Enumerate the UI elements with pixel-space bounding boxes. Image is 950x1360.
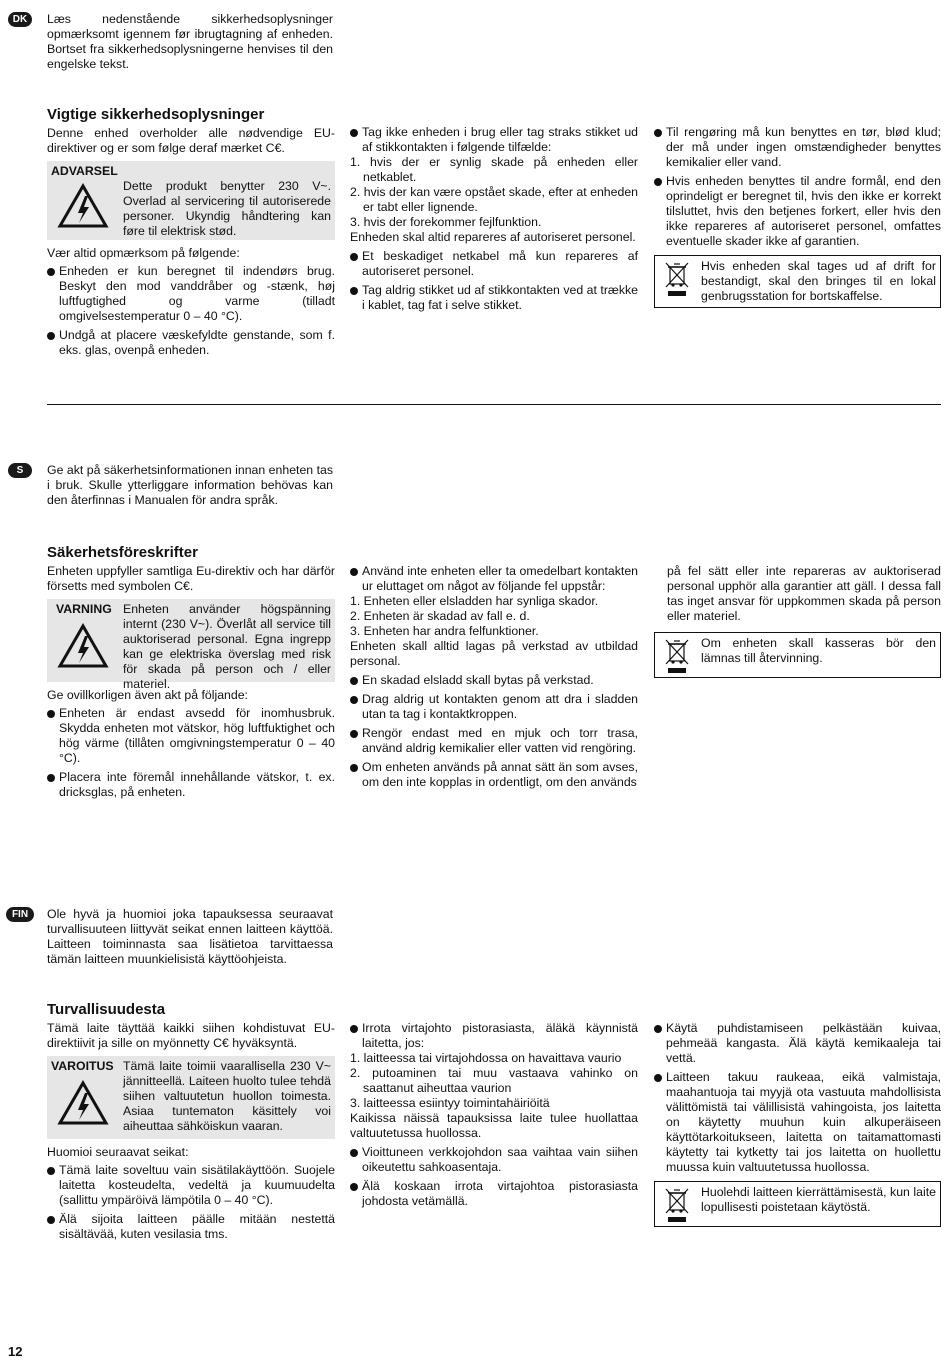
intro-dk: Læs nedenstående sikkerhedsoplysninger opmærksomt igennem før ibrugtagning af enheden. Bortset fra sikkerhedsoplysningerne henvises til den engelske tekst. bbox=[47, 12, 333, 71]
list-item: Älä koskaan irrota virtajohtoa pistorasiasta johdosta vetämällä. bbox=[350, 1179, 638, 1209]
disposal-text: Hvis enheden skal tages ud af drift for bestandigt, skal den bringes til en lokal genbrugsstation for bortskaffelse. bbox=[701, 259, 936, 303]
disposal-text: Om enheten skall kasseras bör den lämnas till återvinning. bbox=[701, 636, 936, 665]
numbered-list bbox=[350, 594, 638, 639]
list-item-intro: Tag ikke enheden i brug eller tag straks stikket ud af stikkontakten i følgende tilfælde: bbox=[362, 125, 638, 154]
list-item-intro: Irrota virtajohto pistorasiasta, äläkä käynnistä laitetta, jos: bbox=[362, 1021, 638, 1050]
list-item bbox=[350, 125, 638, 245]
list-item: Älä sijoita laitteen päälle mitään nestettä sisältävää, kuten vesilasia tms. bbox=[47, 1212, 335, 1242]
bullet-list bbox=[350, 1021, 638, 1209]
list-item: Rengör endast med en mjuk och torr trasa, använd aldrig kemikalier eller vatten vid rengöring. bbox=[350, 726, 638, 756]
numbered-item: 3. Enheten har andra felfunktioner. bbox=[350, 624, 539, 638]
list-item: Laitteen takuu raukeaa, eikä valmistaja, maahantuoja tai myyjä ota vastuuta mahdollisista välittömistä tai välillisistä vahingoista, jos laitetta on käytetty muuhun kuin alkuperäiseen käyttötarkoitukseen, laitetta on taitamattomasti käytetty tai kytketty tai jos laitetta on huollettu muussa kuin valtuutetussa huollossa. bbox=[654, 1070, 941, 1175]
disposal-box bbox=[654, 255, 941, 308]
list-item-outro: Enheden skal altid repareres af autoriseret personel. bbox=[350, 230, 636, 244]
numbered-item: 3. laitteessa esiintyy toimintahäiriöitä bbox=[350, 1096, 550, 1110]
warning-label: ADVARSEL bbox=[51, 164, 118, 178]
bullet-list bbox=[350, 564, 638, 790]
list-item: Placera inte föremål innehållande vätskor, t. ex. dricksglas, på enheten. bbox=[47, 770, 335, 800]
language-badge-s: S bbox=[8, 463, 32, 478]
warning-text: Dette produkt benytter 230 V~. Overlad al servicering til autoriserede personer. Ukyndig håndtering kan føre til elektrisk stød. bbox=[123, 179, 331, 238]
list-item-outro: Enheten skall alltid lagas på verkstad av utbildad personal. bbox=[350, 639, 638, 668]
section-divider bbox=[47, 404, 941, 405]
intro-s: Ge akt på säkerhetsinformationen innan enheten tas i bruk. Skulle ytterliggare information behövas kan den återfinnas i Manualen för andra språk. bbox=[47, 463, 333, 507]
column-1-dk bbox=[47, 105, 335, 362]
bullet-list bbox=[47, 264, 335, 358]
list-item-intro: Använd inte enheten eller ta omedelbart kontakten ur eluttaget om något av följande fel uppstår: bbox=[362, 564, 638, 593]
crossed-bin-icon bbox=[664, 261, 690, 297]
list-item: Käytä puhdistamiseen pelkästään kuivaa, pehmeää kangasta. Älä käytä kemikaaleja tai vettä. bbox=[654, 1021, 941, 1066]
disposal-text: Huolehdi laitteen kierrättämisestä, kun laite lopullisesti poistetaan käytöstä. bbox=[701, 1185, 936, 1214]
column-2-fin bbox=[350, 1021, 638, 1213]
warning-box bbox=[47, 1056, 335, 1139]
list-item: Tag aldrig stikket ud af stikkontakten ved at trække i kablet, tag fat i selve stikket. bbox=[350, 283, 638, 313]
warning-text: Enheten använder högspänning internt (230 V~). Överlåt all service till auktoriserad personal. Egna ingrepp kan ge elektriska överslag med risk för skada på person och / eller materiel. bbox=[123, 602, 331, 691]
list-item bbox=[350, 1021, 638, 1141]
list-item: En skadad elsladd skall bytas på verkstad. bbox=[350, 673, 638, 688]
column-3-fin bbox=[654, 1021, 941, 1227]
list-item: Hvis enheden benyttes til andre formål, end den oprindeligt er beregnet til, hvis den ikke er korrekt tilsluttet, hvis den betjenes forkert, eller hvis den ikke repareres af autoriseret personel, omfattes eventuelle skader ikke af garantien. bbox=[654, 174, 941, 249]
section-title-fin: Turvallisuudesta bbox=[47, 1001, 166, 1018]
intro-fin: Ole hyvä ja huomioi joka tapauksessa seuraavat turvallisuuteen liittyvät seikat ennen laitteen käyttöä. Laitteen toiminnasta saa lisätietoa tarvittaessa tämän laitteen muunkielisistä käyttöohjeista. bbox=[47, 907, 333, 966]
numbered-item: 2. putoaminen tai muu vastaava vahinko on saattanut aiheuttaa vaurion bbox=[350, 1066, 638, 1095]
list-item: Enheden er kun beregnet til indendørs brug. Beskyt den mod vanddråber og -stænk, høj luftfugtighed og varme (tilladt omgivelsestemperatur 0 – 40 °C). bbox=[47, 264, 335, 324]
numbered-item: 1. hvis der er synlig skade på enheden eller netkablet. bbox=[350, 155, 638, 184]
bullet-list bbox=[654, 1021, 941, 1175]
column-3-dk bbox=[654, 125, 941, 308]
electric-hazard-icon bbox=[57, 183, 109, 229]
numbered-item: 1. Enheten eller elsladden har synliga skador. bbox=[350, 594, 599, 608]
ce-paragraph: Tämä laite täyttää kaikki siihen kohdistuvat EU-direktiivit ja sille on myönnetty C€ hyväksyntä. bbox=[47, 1021, 335, 1050]
lead-text: Vær altid opmærksom på følgende: bbox=[47, 246, 240, 260]
bullet-list bbox=[350, 125, 638, 313]
lead-text: Huomioi seuraavat seikat: bbox=[47, 1145, 189, 1159]
numbered-item: 2. hvis der kan være opstået skade, efter at enheden er tabt eller lignende. bbox=[350, 185, 638, 214]
numbered-item: 2. Enheten är skadad av fall e. d. bbox=[350, 609, 530, 623]
disposal-box bbox=[654, 1181, 941, 1227]
warning-text: Tämä laite toimii vaarallisella 230 V~ jännitteellä. Laiteen huolto tulee tehdä siihen valtuutetun huollon toimesta. Asiaa tuntematon käsittely voi aiheuttaa sähköiskun vaaran. bbox=[123, 1059, 331, 1133]
warning-label: VAROITUS bbox=[51, 1059, 114, 1073]
column-3-s bbox=[667, 564, 941, 678]
language-badge-fin: FIN bbox=[6, 907, 34, 922]
numbered-list bbox=[350, 1051, 638, 1111]
list-item: Vioittuneen verkkojohdon saa vaihtaa vain siihen oikeutettu sahkoasentaja. bbox=[350, 1145, 638, 1175]
column-2-dk bbox=[350, 125, 638, 317]
list-item: Om enheten används på annat sätt än som avses, om den inte kopplas in ordentligt, om den används bbox=[350, 760, 638, 790]
list-item: Drag aldrig ut kontakten genom att dra i sladden utan ta tag i kontaktkroppen. bbox=[350, 692, 638, 722]
warning-box bbox=[47, 599, 335, 691]
list-item: Et beskadiget netkabel må kun repareres af autoriseret personel. bbox=[350, 249, 638, 279]
bullet-list bbox=[47, 706, 335, 800]
disposal-box bbox=[654, 632, 941, 678]
bullet-list bbox=[654, 125, 941, 249]
column-1-s bbox=[47, 543, 335, 804]
ce-paragraph: Enheten uppfyller samtliga Eu-direktiv och har därför försetts med symbolen C€. bbox=[47, 564, 335, 593]
crossed-bin-icon bbox=[664, 638, 690, 674]
bullet-list bbox=[47, 1163, 335, 1242]
list-item: Til rengøring må kun benyttes en tør, blød klud; der må under ingen omstændigheder benyttes kemikalier eller vand. bbox=[654, 125, 941, 170]
column-2-s bbox=[350, 564, 638, 794]
numbered-list bbox=[350, 155, 638, 230]
list-item: Tämä laite soveltuu vain sisätilakäyttöön. Suojele laitetta kosteudelta, vedeltä ja kuumuudelta (sallittu ympäröivä lämpötila 0 – 40 °C). bbox=[47, 1163, 335, 1208]
numbered-item: 1. laitteessa tai virtajohdossa on havaittava vaurio bbox=[350, 1051, 622, 1065]
page-number: 12 bbox=[8, 1344, 23, 1359]
numbered-item: 3. hvis der forekommer fejlfunktion. bbox=[350, 215, 542, 229]
electric-hazard-icon bbox=[57, 1080, 109, 1126]
crossed-bin-icon bbox=[664, 1187, 690, 1223]
warning-label: VARNING bbox=[56, 602, 112, 616]
ce-paragraph: Denne enhed overholder alle nødvendige EU-direktiver og er som følge deraf mærket C€. bbox=[47, 126, 335, 155]
column-1-fin bbox=[47, 1000, 335, 1246]
section-title-s: Säkerhetsföreskrifter bbox=[47, 544, 198, 561]
lead-text: Ge ovillkorligen även akt på följande: bbox=[47, 688, 248, 702]
list-item: Enheten är endast avsedd för inomhusbruk. Skydda enheten mot vätskor, hög luftfuktighet och hög värme (tillåten omgivningstemperatur 0 – 40 °C). bbox=[47, 706, 335, 766]
language-badge-dk: DK bbox=[8, 12, 32, 27]
list-item bbox=[350, 564, 638, 669]
section-title-dk: Vigtige sikkerhedsoplysninger bbox=[47, 106, 265, 123]
list-item-outro: Kaikissa näissä tapauksissa laite tulee huollattaa valtuutetussa huollossa. bbox=[350, 1111, 638, 1140]
list-item: Undgå at placere væskefyldte genstande, som f. eks. glas, ovenpå enheden. bbox=[47, 328, 335, 358]
warning-box bbox=[47, 161, 335, 240]
continued-text: på fel sätt eller inte repareras av auktoriserad personal upphör alla garantier att gäll. I dessa fall tas inget ansvar för uppkommen skada på person eller materiel. bbox=[667, 564, 941, 623]
electric-hazard-icon bbox=[57, 623, 109, 669]
